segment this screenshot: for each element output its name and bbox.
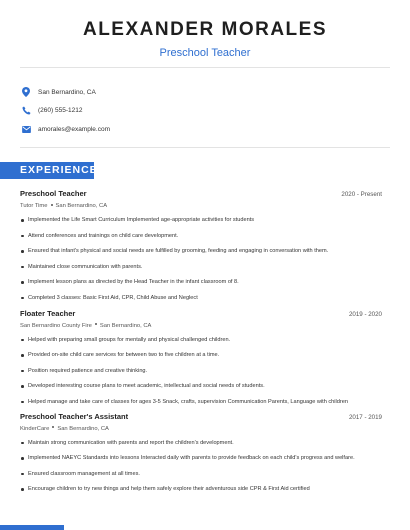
job-bullets [20, 216, 382, 302]
job-location: San Bernardino, CA [57, 425, 109, 432]
job-location: San Bernardino, CA [99, 322, 152, 329]
list-item: Ensured classroom management at all times. [20, 470, 382, 478]
list-item: Implemented NAEYC Standards into lessons Interacted daily with parents to provide feedback on each child's progress and welfare. [20, 454, 382, 462]
job-company: KinderCare [20, 425, 50, 432]
map-pin-icon [21, 87, 31, 97]
envelope-icon [21, 124, 31, 134]
job-bullets [20, 336, 382, 406]
job-company: Tutor Time [20, 203, 48, 209]
job-title: Preschool Teacher [20, 189, 87, 198]
list-item: Helped manage and take care of classes for ages 3-5 Snack, crafts, supervision Communication Parents, Language with children [20, 398, 382, 406]
list-item: Ensured that infant's physical and social needs are fulfilled by grooming, feeding and engaging in conversation with them. [20, 247, 382, 255]
candidate-title: Preschool Teacher [159, 47, 251, 59]
job-title: Floater Teacher [20, 308, 76, 318]
experience-section [20, 189, 382, 497]
experience-heading: EXPERIENCE [0, 162, 94, 179]
list-item: Encourage children to try new things and help them safely explore their adventurous side CPR & First Aid certified [20, 485, 382, 493]
list-item: Helped with preparing small groups for mentally and physical challenged children. [20, 336, 382, 344]
job-bullets [20, 439, 382, 494]
contact-location-text: San Bernardino, CA [38, 88, 96, 96]
job-dates: 2020 - Present [341, 191, 382, 198]
list-item: Implemented the Life Smart Curriculum Implemented age-appropriate activities for students [20, 216, 382, 224]
job-employer [20, 321, 382, 331]
contact-email [21, 120, 110, 138]
divider [20, 67, 390, 68]
job-employer [20, 201, 382, 211]
contact-phone [21, 102, 110, 120]
job-employer [20, 424, 382, 434]
list-item: Developed interesting course plans to meet academic, intellectual and social needs of students. [20, 382, 382, 390]
contact-location [21, 83, 110, 101]
contact-block [21, 83, 110, 139]
candidate-name: ALEXANDER MORALES [82, 19, 327, 40]
divider [20, 147, 390, 148]
job-dates: 2019 - 2020 [348, 310, 382, 318]
job-entry [20, 189, 382, 302]
resume-header [0, 0, 410, 60]
contact-phone-text: (260) 555-1212 [38, 107, 83, 114]
job-entry [20, 412, 382, 494]
list-item: Maintained close communication with parents. [20, 263, 382, 271]
phone-icon [21, 106, 31, 116]
list-item: Completed 3 classes: Basic First Aid, CPR, Child Abuse and Neglect [20, 294, 382, 302]
job-location: San Bernardino, CA [55, 203, 108, 209]
job-title: Preschool Teacher's Assistant [20, 411, 129, 421]
contact-email-text: amorales@example.com [38, 125, 110, 133]
list-item: Position required patience and creative thinking. [20, 367, 382, 375]
job-company: San Bernardino County Fire [20, 322, 92, 329]
next-section-bar [0, 525, 64, 530]
job-entry [20, 309, 382, 406]
list-item: Provided on-site child care services for between two to five children at a time. [20, 351, 382, 359]
list-item: Implement lesson plans as directed by the Head Teacher in the infant classroom of 8. [20, 278, 382, 286]
list-item: Maintain strong communication with parents and report the children's development. [20, 439, 382, 447]
job-dates: 2017 - 2019 [348, 413, 382, 421]
list-item: Attend conferences and trainings on child care development. [20, 232, 382, 240]
